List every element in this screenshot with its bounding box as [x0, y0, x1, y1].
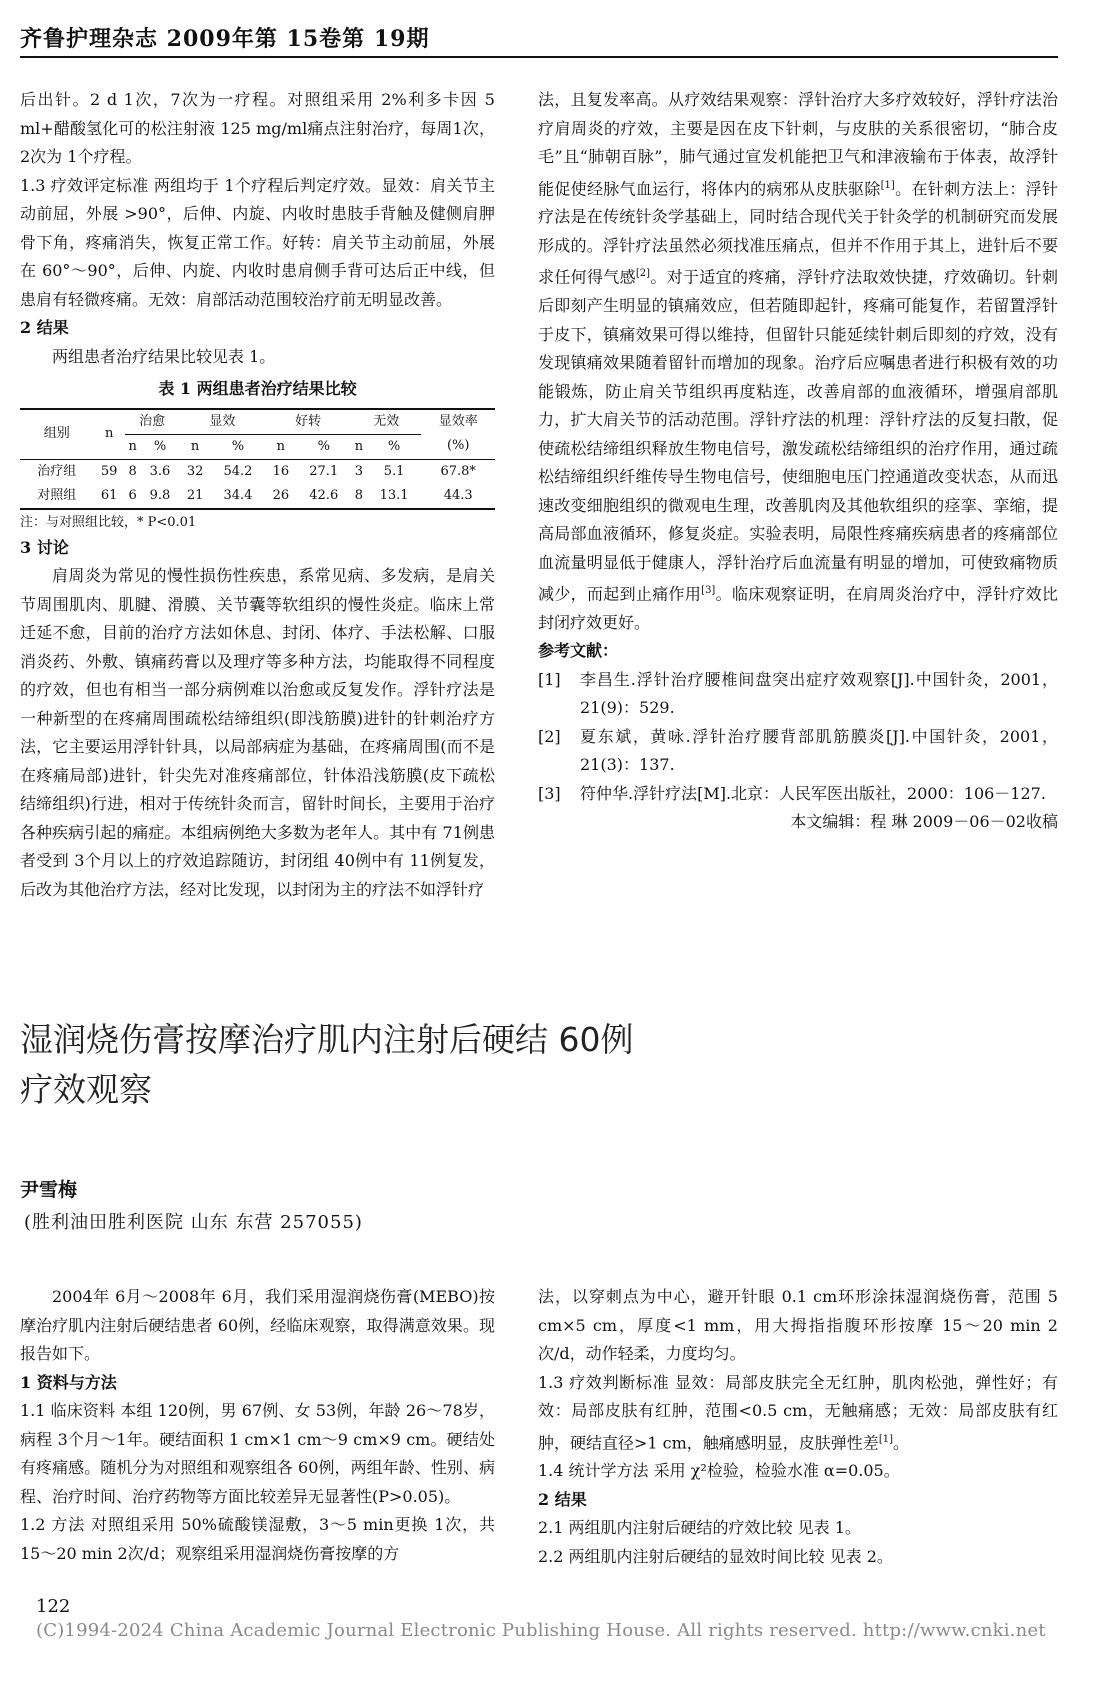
editor-line: 本文编辑：程 琳 2009－06－02收稿: [790, 812, 1058, 832]
paragraph: [538, 86, 1058, 637]
paragraph: 2004年 6月～2008年 6月，我们采用湿润烧伤膏(MEBO)按摩治疗肌内注射后硬结患者 60例，经临床观察，取得满意效果。现报告如下。: [20, 1287, 495, 1363]
table-cell: 42.6: [296, 484, 351, 509]
paragraph: 1.3 疗效评定标准 两组均于 1个疗程后判定疗效。显效：肩关节主动前屈，外展 >90°，后伸、内旋、内收时患肢手背触及健侧肩胛骨下角，疼痛消失，恢复正常工作。好转：肩关节主动前屈，外展在 60°～90°，后伸、内旋、内收时患肩侧手背可达后正中线，但患肩有轻微疼痛。无效：肩部活动范围较治疗前无明显改善。: [20, 175, 495, 309]
table-cell: 21: [180, 484, 211, 509]
table-cell: 5.1: [383, 463, 405, 479]
text-run: 。: [892, 1432, 909, 1452]
table-cell: 3: [354, 463, 364, 479]
table-cell: 59: [100, 463, 118, 479]
table-caption: 表 1 两组患者治疗结果比较: [158, 379, 357, 398]
bottom-right-column: [538, 1283, 1058, 1571]
paragraph: 1.1 临床资料 本组 120例，男 67例、女 53例，年龄 26～78岁，病程 3个月～1年。硬结面积 1 cm×1 cm～9 cm×9 cm。硬结处有疼痛感。随机分为对照组和观察组各 60例，两组年龄、性别、病程、治疗时间、治疗药物等方面比较差异无显著性(P>0.05)。: [20, 1401, 495, 1506]
table-cell: 3.6: [149, 463, 171, 479]
paragraph: 2.1 两组肌内注射后硬结的疗效比较 见表 1。: [538, 1518, 861, 1538]
table-header-cell: 治愈: [125, 409, 180, 435]
paragraph: 2.2 两组肌内注射后硬结的显效时间比较 见表 2。: [538, 1546, 893, 1566]
reference-number: [3]: [538, 783, 561, 803]
table-cell: 治疗组: [37, 463, 77, 479]
article-title-line: 湿润烧伤膏按摩治疗肌内注射后硬结 60例: [20, 1020, 634, 1059]
table-cell: 8: [351, 484, 367, 509]
results-table: [20, 408, 495, 510]
paragraph: 1.2 方法 对照组采用 50%硫酸镁湿敷，3～5 min更换 1次，共 15～20 min 2次/d；观察组采用湿润烧伤膏按摩的方: [20, 1515, 495, 1563]
table-header-cell: 显效率: [421, 409, 495, 435]
text-run: 法，且复发率高。从疗效结果观察：浮针治疗大多疗效较好，浮针疗法治疗肩周炎的疗效，主要是因在皮下针刺，与皮肤的关系很密切，“肺合皮毛”且“肺朝百脉”，肺气通过宣发机能把卫气和津液输布于体表，故浮针能促使经脉气血运行，将体内的病邪从皮肤驱除: [538, 90, 1058, 198]
reference-number: [2]: [538, 726, 561, 746]
table-cell: 61: [94, 484, 125, 509]
article-title: [20, 1015, 780, 1115]
article-title-line: 疗效观察: [20, 1070, 152, 1109]
table-row: [20, 484, 495, 509]
table-cell: 13.1: [367, 484, 422, 509]
table-header-cell: %: [141, 434, 180, 459]
reference-item: [538, 723, 1058, 780]
table-cell: 8: [128, 463, 137, 479]
section-heading: 2 结果: [20, 318, 69, 337]
references-heading: 参考文献：: [538, 641, 619, 661]
table-header-cell: (%): [421, 434, 495, 459]
paragraph: 两组患者治疗结果比较见表 1。: [52, 346, 276, 366]
table-cell: 34.4: [211, 484, 266, 509]
text-run: 。临床观察证明，在肩周炎治疗中，浮针疗效比封闭疗效更好。: [538, 584, 1058, 632]
text-run: 。在针刺方法上：浮针疗法是在传统针灸学基础上，同时结合现代关于针灸学的机制研究而发展形成的。浮针疗法虽然必须找准压痛点，但并不作用于其上，进针后不要求任何得气感: [538, 178, 1058, 287]
table-header-cell: 好转: [265, 409, 351, 435]
header-divider: [20, 56, 1058, 58]
table-cell: 32: [186, 463, 204, 479]
table-header-cell: n: [180, 434, 211, 459]
bottom-left-column: [20, 1283, 495, 1568]
reference-text: 李昌生.浮针治疗腰椎间盘突出症疗效观察[J].中国针灸，2001，21(9)：529.: [580, 669, 1058, 718]
table-cell: 26: [265, 484, 296, 509]
table-header-cell: 无效: [351, 409, 421, 435]
table-header-cell: n: [351, 434, 367, 459]
table-header-cell: n: [265, 434, 296, 459]
paragraph: [538, 1369, 1058, 1458]
table-cell: 27.1: [309, 463, 339, 479]
citation: [1]: [878, 1433, 893, 1445]
section-heading: 1 资料与方法: [20, 1372, 117, 1392]
page-number: 122: [36, 1596, 71, 1617]
section-heading: 3 讨论: [20, 537, 69, 557]
reference-item: [538, 780, 1058, 809]
citation: [3]: [701, 585, 716, 597]
reference-text: 符仲华.浮针疗法[M].北京：人民军医出版社，2000：106－127.: [580, 783, 1046, 803]
paragraph: 法，以穿刺点为中心，避开针眼 0.1 cm环形涂抹湿润烧伤膏，范围 5 cm×5 cm，厚度<1 mm，用大拇指指腹环形按摩 15～20 min 2次/d，动作轻柔，力度均匀。: [538, 1287, 1058, 1363]
copyright-notice: (C)1994-2024 China Academic Journal Electronic Publishing House. All rights reserved. http://www.cnki.net: [36, 1620, 1046, 1641]
text-run: 。对于适宜的疼痛，浮针疗法取效快捷，疗效确切。针刺后即刻产生明显的镇痛效应，但若随即起针，疼痛可能复作，若留置浮针于皮下，镇痛效果可得以维持，但留针只能延续针刺后即刻的疗效，没有发现镇痛效果随着留针而增加的现象。治疗后应嘱患者进行积极有效的功能锻炼，防止肩关节组织再度粘连，改善肩部的血液循环，增强肩部肌力，扩大肩关节的活动范围。浮针疗法的机理：浮针疗法的反复扫散，促使疏松结缔组织释放生物电信号，激发疏松结缔组织的治疗作用，通过疏松结缔组织纤维传导生物电信号，使细胞电压门控通道改变状态，从而迅速改变细胞组织的微观电生理，改善肌肉及其他软组织的痉挛、挛缩，提高局部血液循环，修复炎症。实验表明，局限性疼痛疾病患者的疼痛部位血流量明显低于健康人，浮针治疗后血流量有明显的增加，可使致痛物质减少，而起到止痛作用: [538, 267, 1058, 604]
citation: [2]: [635, 268, 651, 280]
table-header-cell: %: [367, 434, 422, 459]
table-cell: 6: [125, 484, 141, 509]
top-right-column: [538, 86, 1058, 837]
reference-text: 夏东斌，黄咏.浮针治疗腰背部肌筋膜炎[J].中国针灸，2001，21(3)：137.: [580, 726, 1058, 775]
table-header-cell: 组别: [20, 409, 94, 460]
table-cell: 67.8*: [440, 463, 476, 479]
reference-item: [538, 666, 1058, 723]
journal-header: 齐鲁护理杂志 2009年第 15卷第 19期: [20, 26, 430, 52]
table-header-cell: %: [211, 434, 266, 459]
table-cell: 16: [272, 463, 290, 479]
top-left-column: [20, 86, 495, 904]
table-cell: 54.2: [223, 463, 253, 479]
table-cell: 9.8: [141, 484, 180, 509]
paragraph: 后出针。2 d 1次，7次为一疗程。对照组采用 2%利多卡因 5 ml+醋酸氢化可的松注射液 125 mg/ml痛点注射治疗，每周1次，2次为 1个疗程。: [20, 90, 495, 166]
reference-number: [1]: [538, 669, 561, 689]
table-header-cell: n: [125, 434, 141, 459]
text-run: 1.3 疗效判断标准 显效：局部皮肤完全无红肿，肌肉松弛，弹性好；有效：局部皮肤有红肿，范围<0.5 cm，无触痛感；无效：局部皮肤有红肿，硬结直径>1 cm，触痛感明显，皮肤弹性差: [538, 1372, 1058, 1452]
table-header-cell: %: [296, 434, 351, 459]
table-row: [20, 459, 495, 484]
author-name: 尹雪梅: [20, 1179, 78, 1201]
section-heading: 2 结果: [538, 1489, 587, 1509]
author-affiliation: (胜利油田胜利医院 山东 东营 257055): [24, 1212, 363, 1233]
table-header-cell: n: [94, 409, 125, 460]
table-cell: 对照组: [20, 484, 94, 509]
paragraph: 肩周炎为常见的慢性损伤性疾患，系常见病、多发病，是肩关节周围肌肉、肌腱、滑膜、关节囊等软组织的慢性炎症。临床上常迁延不愈，目前的治疗方法如休息、封闭、体疗、手法松解、口服消炎药、外敷、镇痛药膏以及理疗等多种方法，均能取得不同程度的疗效，但也有相当一部分病例难以治愈或反复发作。浮针疗法是一种新型的在疼痛周围疏松结缔组织(即浅筋膜)进针的针刺治疗方法，它主要运用浮针针具，以局部病症为基础，在疼痛周围(而不是在疼痛局部)进针，针尖先对准疼痛部位，针体沿浅筋膜(皮下疏松结缔组织)行进，相对于传统针灸而言，留针时间长，主要用于治疗各种疾病引起的痛症。本组病例绝大多数为老年人。其中有 71例患者受到 3个月以上的疗效追踪随访，封闭组 40例中有 11例复发，后改为其他治疗方法，经对比发现，以封闭为主的疗法不如浮针疗: [20, 566, 495, 899]
paragraph: 1.4 统计学方法 采用 χ²检验，检验水准 α=0.05。: [538, 1461, 900, 1481]
table-cell: 44.3: [421, 484, 495, 509]
table-header-cell: 显效: [180, 409, 266, 435]
table-note: 注：与对照组比较，* P<0.01: [20, 514, 197, 530]
citation: [1]: [880, 179, 895, 191]
